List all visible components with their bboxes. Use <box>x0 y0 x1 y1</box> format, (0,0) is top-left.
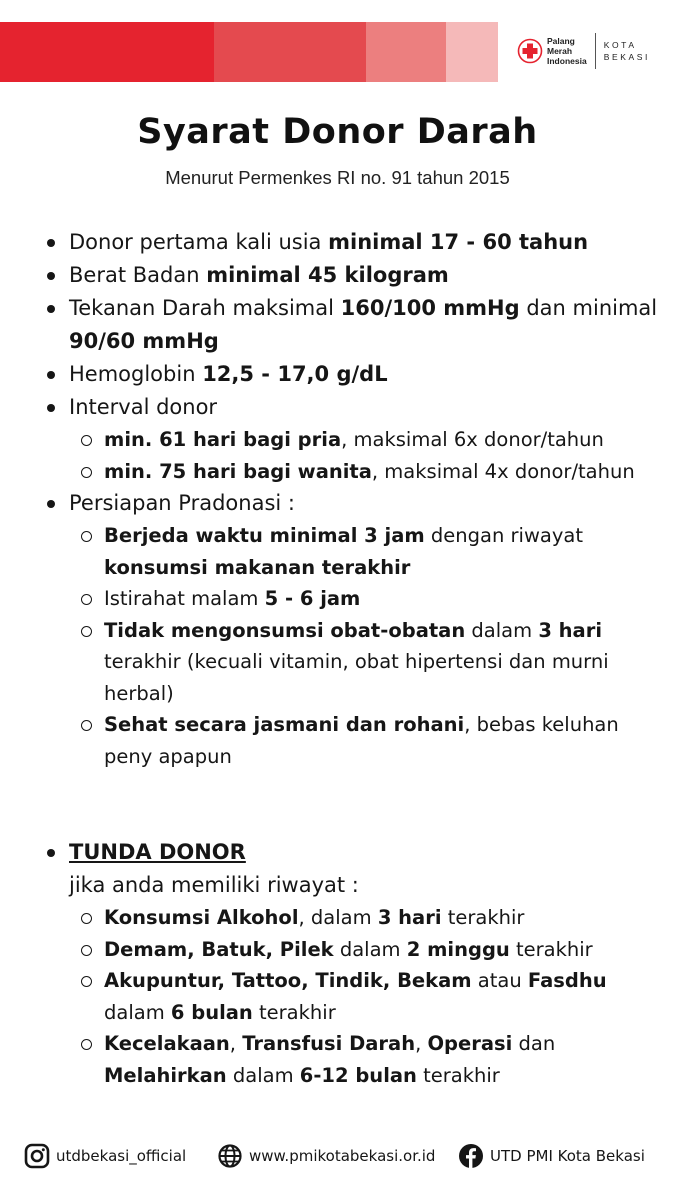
tunda-intro: jika anda memiliki riwayat : <box>69 873 359 897</box>
red-cross-icon <box>517 38 543 64</box>
list-item: Tekanan Darah maksimal 160/100 mmHg dan minimal 90/60 mmHg <box>44 292 664 358</box>
requirements-list <box>44 226 664 1091</box>
bar-segment-red-mid <box>214 22 366 82</box>
pradonasi-heading: Persiapan Pradonasi : <box>44 487 664 520</box>
pmi-logo <box>517 33 650 69</box>
bar-segment-red <box>0 22 214 82</box>
website-link[interactable]: www.pmikotabekasi.or.id <box>217 1142 435 1170</box>
footer <box>24 1142 654 1170</box>
tunda-heading: TUNDA DONOR <box>44 836 664 869</box>
list-item: Berat Badan minimal 45 kilogram <box>44 259 664 292</box>
sub-list-item: Demam, Batuk, Pilek dalam 2 minggu terakhir <box>44 934 664 966</box>
facebook-link[interactable]: UTD PMI Kota Bekasi <box>458 1142 645 1170</box>
sub-list-item: Konsumsi Alkohol, dalam 3 hari terakhir <box>44 902 664 934</box>
page-subtitle: Menurut Permenkes RI no. 91 tahun 2015 <box>165 167 510 188</box>
list-item: Donor pertama kali usia minimal 17 - 60 tahun <box>44 226 664 259</box>
city-name: KOTA BEKASI <box>603 40 650 62</box>
org-name: Palang Merah Indonesia <box>547 36 587 66</box>
globe-icon <box>217 1143 243 1169</box>
page-title: Syarat Donor Darah <box>137 112 538 152</box>
sub-list-item: min. 61 hari bagi pria, maksimal 6x donor/tahun <box>44 424 664 456</box>
interval-heading: Interval donor <box>44 391 664 424</box>
spacer <box>44 772 664 836</box>
bar-segment-red-pale <box>446 22 498 82</box>
logo-divider <box>595 33 596 69</box>
sub-list-item: Sehat secara jasmani dan rohani, bebas keluhan peny apapun <box>44 709 664 772</box>
sub-list-item: min. 75 hari bagi wanita, maksimal 4x donor/tahun <box>44 456 664 488</box>
sub-list-item: Kecelakaan, Transfusi Darah, Operasi dan Melahirkan dalam 6-12 bulan terakhir <box>44 1028 664 1091</box>
sub-list-item: Berjeda waktu minimal 3 jam dengan riwayat konsumsi makanan terakhir <box>44 520 664 583</box>
sub-list-item: Akupuntur, Tattoo, Tindik, Bekam atau Fasdhu dalam 6 bulan terakhir <box>44 965 664 1028</box>
sub-list-item: Istirahat malam 5 - 6 jam <box>44 583 664 615</box>
header-color-bar <box>0 22 498 82</box>
bar-segment-red-light <box>366 22 446 82</box>
list-item: Hemoglobin 12,5 - 17,0 g/dL <box>44 358 664 391</box>
facebook-icon <box>458 1143 484 1169</box>
sub-list-item: Tidak mengonsumsi obat-obatan dalam 3 hari terakhir (kecuali vitamin, obat hipertensi dan murni herbal) <box>44 615 664 710</box>
instagram-icon <box>24 1143 50 1169</box>
instagram-link[interactable]: utdbekasi_official <box>24 1142 186 1170</box>
